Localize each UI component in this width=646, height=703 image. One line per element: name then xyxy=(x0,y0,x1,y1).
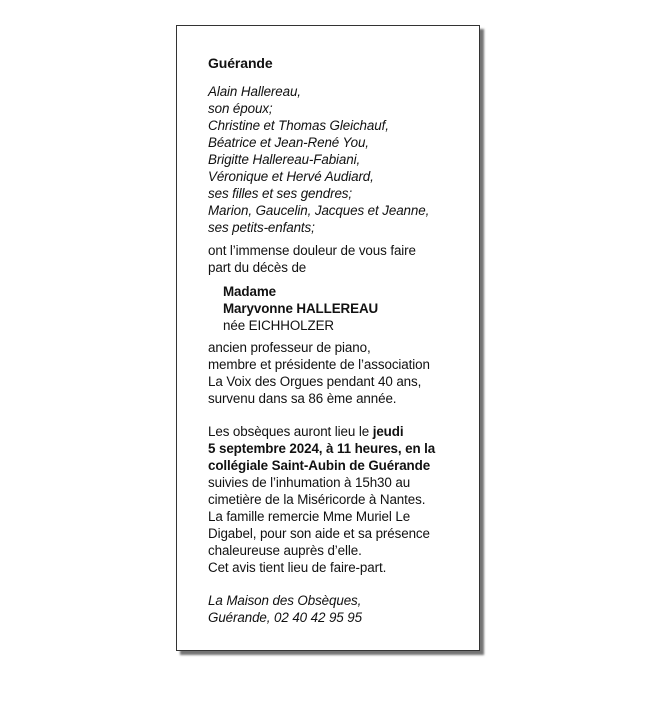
family-list xyxy=(208,83,463,236)
announcement-line: part du décès de xyxy=(208,260,307,275)
funeral-home-signature xyxy=(208,592,463,626)
biography xyxy=(208,339,463,407)
signature-line: La Maison des Obsèques, xyxy=(208,593,362,608)
deceased-maiden-name: née EICHHOLZER xyxy=(223,318,334,333)
funeral-line: Digabel, pour son aide et sa présence xyxy=(208,526,430,541)
family-line: Brigitte Hallereau-Fabiani, xyxy=(208,152,361,167)
family-line: Alain Hallereau, xyxy=(208,84,301,99)
funeral-intro: Les obsèques auront lieu le xyxy=(208,424,373,439)
bio-line: membre et présidente de l’association xyxy=(208,357,430,372)
family-line: ses petits-enfants; xyxy=(208,220,315,235)
deceased-title: Madame xyxy=(223,284,276,299)
funeral-intro-line xyxy=(208,423,463,440)
city-heading: Guérande xyxy=(208,55,273,71)
funeral-date: 5 septembre 2024, à 11 heures, en la xyxy=(208,441,436,456)
bio-line: survenu dans sa 86 ème année. xyxy=(208,391,397,406)
family-line: Véronique et Hervé Audiard, xyxy=(208,169,374,184)
funeral-line: La famille remercie Mme Muriel Le xyxy=(208,509,411,524)
funeral-day: jeudi xyxy=(372,424,404,439)
family-line: Béatrice et Jean-René You, xyxy=(208,135,369,150)
announcement xyxy=(208,242,463,276)
bio-line: La Voix des Orgues pendant 40 ans, xyxy=(208,374,422,389)
funeral-place: collégiale Saint-Aubin de Guérande xyxy=(208,458,431,473)
family-line: ses filles et ses gendres; xyxy=(208,186,353,201)
obituary-notice xyxy=(176,25,480,651)
announcement-line: ont l’immense douleur de vous faire xyxy=(208,243,416,258)
deceased-block xyxy=(223,283,463,334)
funeral-line: Cet avis tient lieu de faire-part. xyxy=(208,560,387,575)
deceased-name: Maryvonne HALLEREAU xyxy=(223,301,379,316)
family-line: Christine et Thomas Gleichauf, xyxy=(208,118,389,133)
funeral-line: cimetière de la Miséricorde à Nantes. xyxy=(208,492,426,507)
notice-content xyxy=(208,55,463,626)
funeral-line: chaleureuse auprès d’elle. xyxy=(208,543,362,558)
funeral-details xyxy=(208,423,463,576)
family-line: son époux; xyxy=(208,101,273,116)
funeral-line: suivies de l’inhumation à 15h30 au xyxy=(208,475,411,490)
family-line: Marion, Gaucelin, Jacques et Jeanne, xyxy=(208,203,430,218)
signature-line: Guérande, 02 40 42 95 95 xyxy=(208,610,362,625)
bio-line: ancien professeur de piano, xyxy=(208,340,371,355)
